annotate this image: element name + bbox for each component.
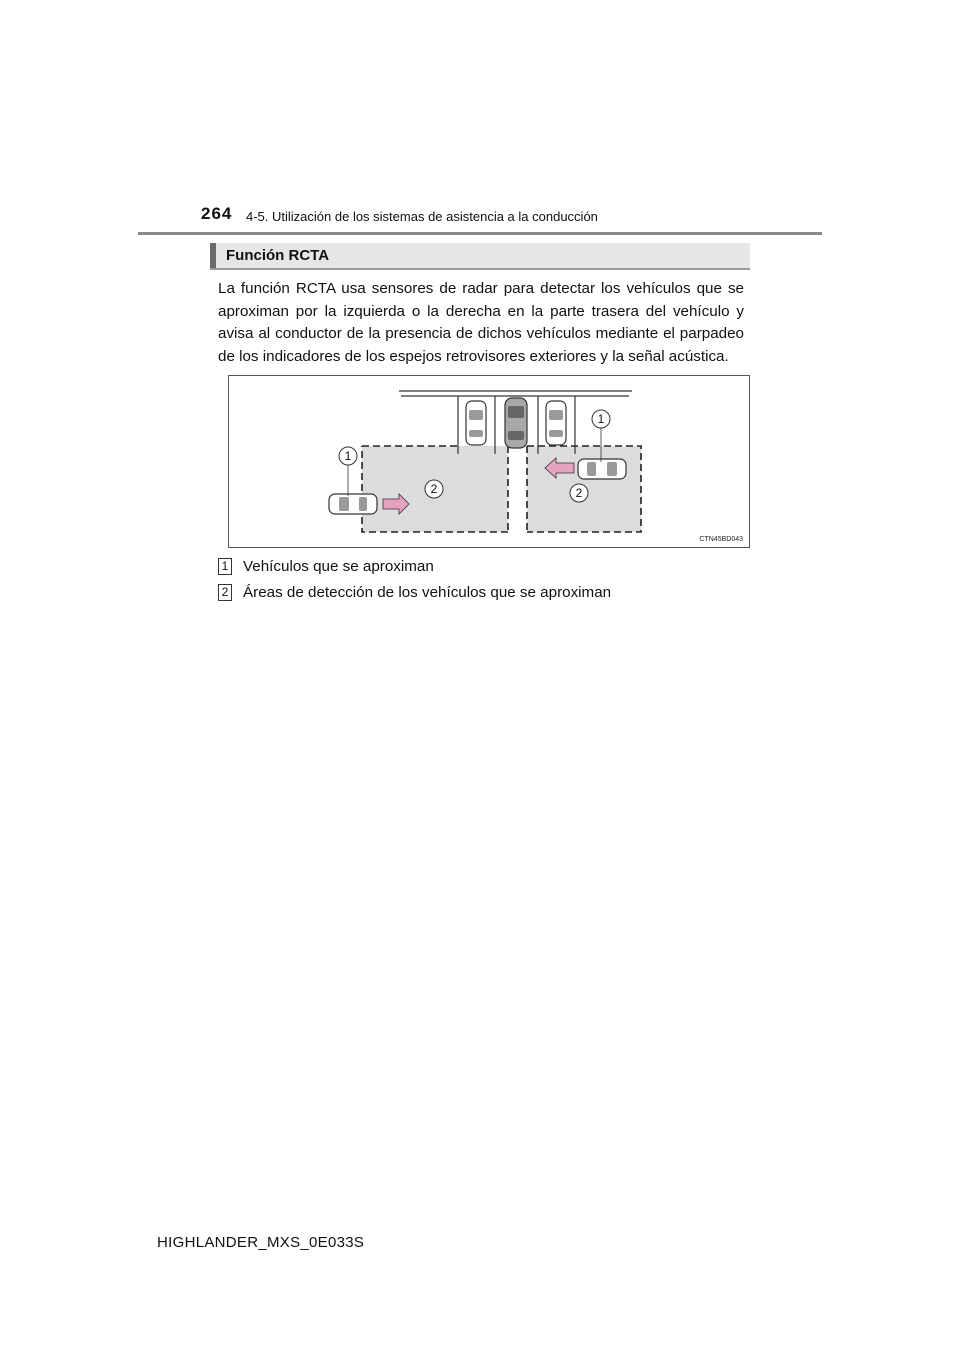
- parked-car-right: [546, 401, 566, 445]
- legend-number-2: 2: [218, 584, 232, 601]
- figure-code: CTN45BD043: [699, 536, 743, 543]
- section-header: 4-5. Utilización de los sistemas de asistencia a la conducción: [246, 209, 598, 224]
- section-title: Función RCTA: [226, 247, 330, 264]
- parked-car-center: [505, 398, 527, 448]
- legend-number-1: 1: [218, 558, 232, 575]
- callout-2-right: 2: [575, 486, 583, 500]
- header-divider: [138, 232, 822, 235]
- parked-car-left: [466, 401, 486, 445]
- approaching-car-right: [578, 459, 626, 479]
- legend-label-1: Vehículos que se aproximan: [243, 558, 434, 575]
- footer-doc-code: HIGHLANDER_MXS_0E033S: [157, 1234, 365, 1251]
- page-number: 264: [201, 204, 233, 223]
- callout-2-left: 2: [430, 482, 438, 496]
- legend-label-2: Áreas de detección de los vehículos que se aproximan: [243, 584, 612, 601]
- rcta-diagram-svg: [229, 376, 749, 547]
- title-accent: [210, 243, 216, 268]
- section-title-bar: [210, 243, 750, 270]
- body-paragraph: La función RCTA usa sensores de radar para detectar los vehículos que se aproximan por la izquierda o la derecha en la parte trasera del vehículo y avisa al conductor de la presencia de dichos vehículos mediante el parpadeo de los indicadores de los espejos retrovisores exteriores y la señal acústica.: [218, 280, 744, 365]
- approaching-car-left: [329, 494, 377, 514]
- rcta-diagram: [228, 375, 750, 548]
- callout-1-left: 1: [344, 449, 352, 463]
- callout-1-right: 1: [597, 412, 605, 426]
